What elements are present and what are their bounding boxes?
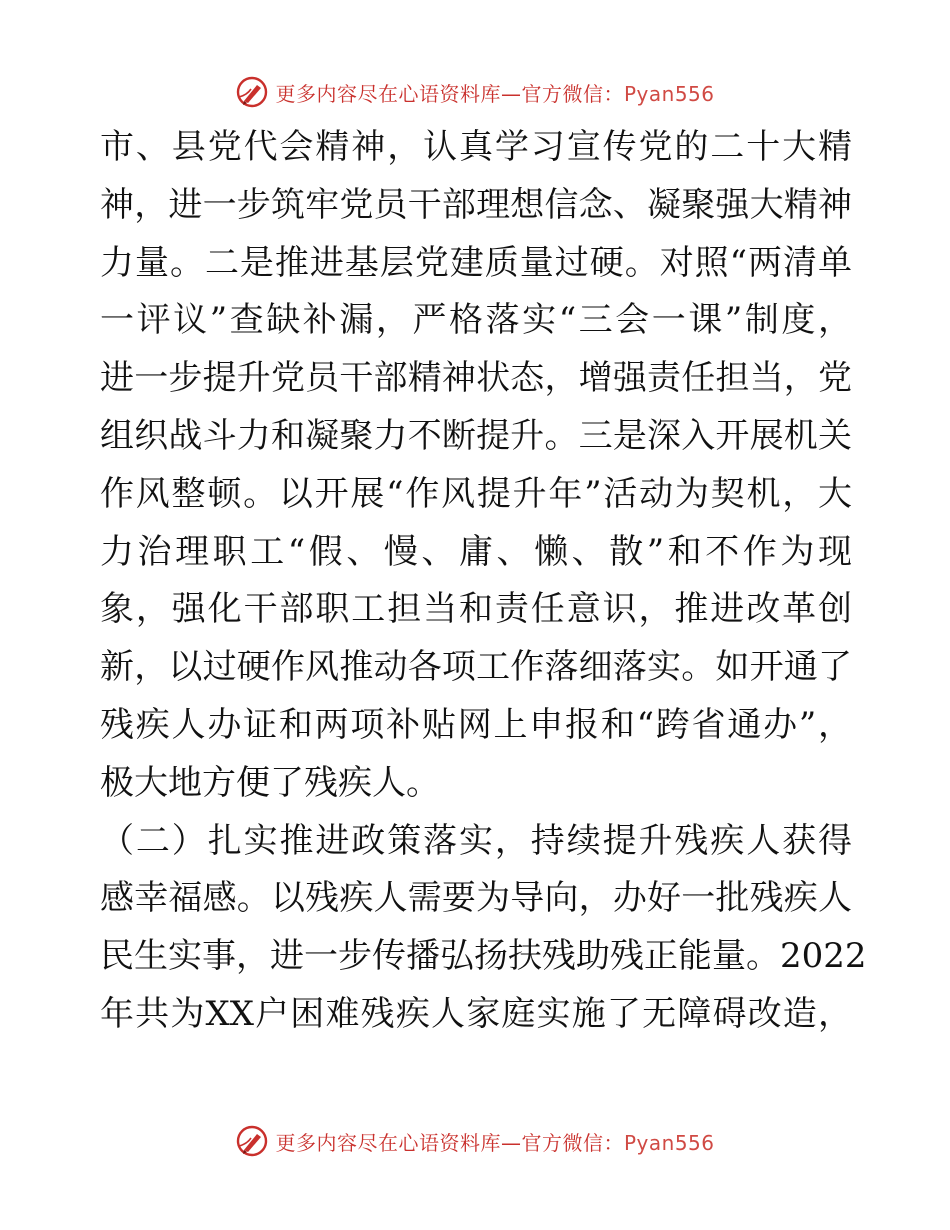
footer-watermark (0, 1121, 950, 1161)
section-heading-line: （二）扎实推进政策落实，持续提升残疾人获得 (100, 820, 852, 861)
document-body (100, 119, 867, 1044)
text-line: 年共为XX户困难残疾人家庭实施了无障碍改造， (100, 993, 852, 1034)
paragraph-1 (100, 119, 852, 813)
text-line: 组织战斗力和凝聚力不断提升。三是深入开展机关 (100, 415, 852, 456)
text-line: 一评议”查缺补漏，严格落实“三会一课”制度， (100, 300, 852, 341)
watermark-text: 更多内容尽在心语资料库—官方微信：Pyan556 (275, 81, 715, 106)
pen-logo-icon (235, 1124, 269, 1158)
text-line: 力量。二是推进基层党建质量过硬。对照“两清单 (100, 242, 852, 283)
text-line: 作风整顿。以开展“作风提升年”活动为契机，大 (100, 473, 852, 514)
text-line: 市、县党代会精神，认真学习宣传党的二十大精 (100, 127, 852, 167)
text-line: 民生实事，进一步传播弘扬扶残助残正能量。2022 (100, 936, 867, 977)
text-line: 感幸福感。以残疾人需要为导向，办好一批残疾人 (100, 878, 852, 919)
pen-logo-icon (235, 75, 269, 109)
text-line: 极大地方便了残疾人。 (100, 762, 440, 803)
paragraph-2 (100, 813, 867, 1044)
text-line: 进一步提升党员干部精神状态，增强责任担当，党 (100, 358, 852, 399)
text-line: 象，强化干部职工担当和责任意识，推进改革创 (100, 589, 852, 630)
text-line: 神，进一步筑牢党员干部理想信念、凝聚强大精神 (100, 184, 852, 225)
watermark-text: 更多内容尽在心语资料库—官方微信：Pyan556 (275, 1130, 715, 1155)
text-line: 残疾人办证和两项补贴网上申报和“跨省通办”， (100, 704, 852, 745)
header-watermark (0, 72, 950, 112)
text-line: 力治理职工“假、慢、庸、懒、散”和不作为现 (100, 531, 852, 572)
text-line: 新，以过硬作风推动各项工作落细落实。如开通了 (100, 647, 852, 688)
